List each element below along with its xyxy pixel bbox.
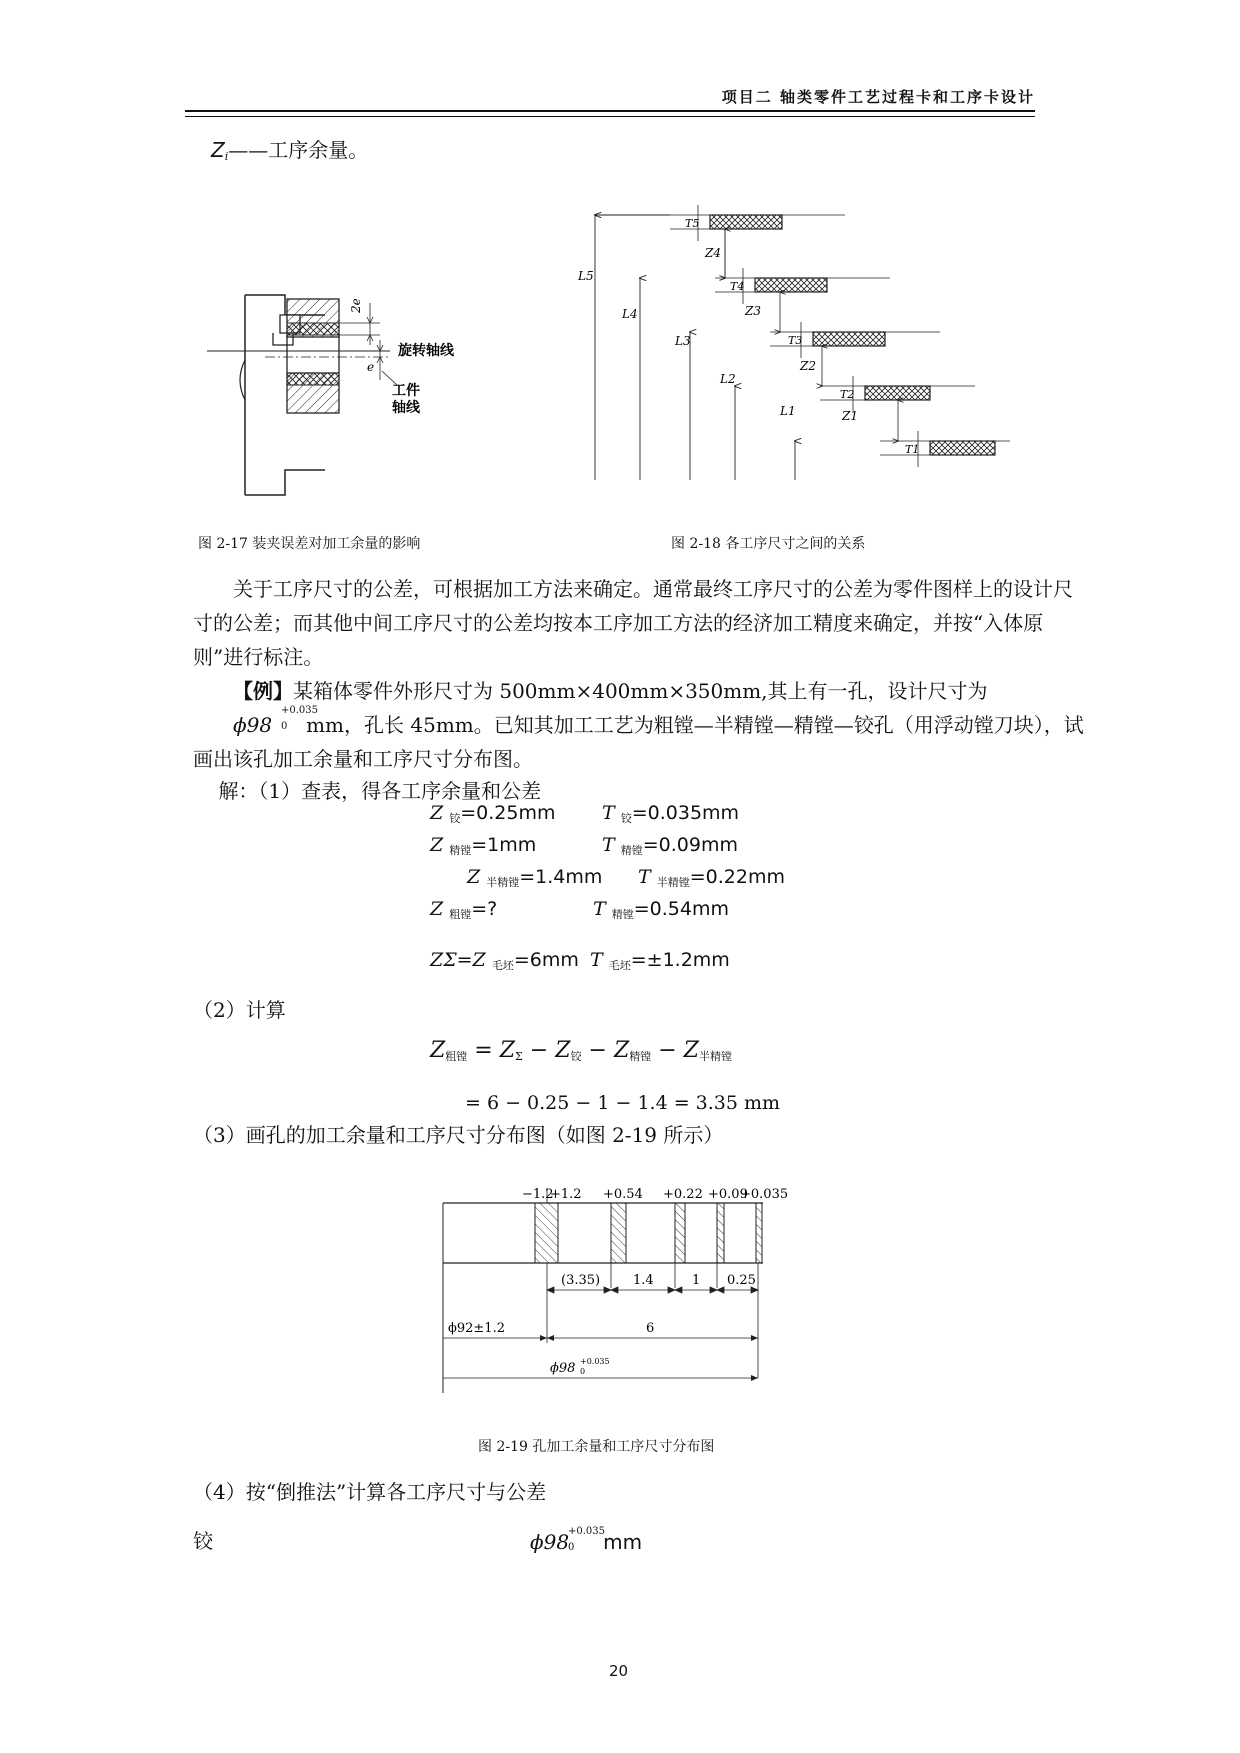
paragraph-tolerance: 关于工序尺寸的公差，可根据加工方法来确定。通常最终工序尺寸的公差为零件图样上的设计尺寸的公差；而其他中间工序尺寸的公差均按本工序加工方法的经济加工精度来确定，并按“入体原则”进行标注。 <box>193 577 1073 669</box>
running-header: 项目二 轴类零件工艺过程卡和工序卡设计 <box>721 88 1035 106</box>
label-2e: 2e <box>349 298 363 313</box>
step-2: （2）计算 <box>193 998 286 1022</box>
figure-2-19 <box>438 1178 818 1403</box>
allowance-row: Z $_{半精镗}$=1.4mm <box>467 866 603 889</box>
caption-fig-2-19: 图 2-19 孔加工余量和工序尺寸分布图 <box>478 1439 715 1455</box>
final-dim-lower: 0 <box>580 1367 586 1376</box>
seg-label: 0.25 <box>727 1273 756 1288</box>
tol-label: +0.035 <box>740 1187 789 1202</box>
figure-2-18-overflow <box>630 205 631 206</box>
reaming-dimension: ϕ98 +0.035 0 mm <box>530 1526 643 1554</box>
figure-2-18 <box>578 205 1030 480</box>
label-Z3: Z3 <box>745 304 761 318</box>
step-4: （4）按“倒推法”计算各工序尺寸与公差 <box>193 1480 547 1504</box>
zi-definition: $Z_i——$工序余量。 <box>211 138 369 163</box>
label-e: e <box>367 360 375 374</box>
tol-label: +0.54 <box>603 1187 643 1202</box>
label-rotation-axis: 旋转轴线 <box>398 343 454 359</box>
label-L2: L2 <box>720 372 736 386</box>
label-Z2: Z2 <box>800 359 816 373</box>
figure-2-17 <box>205 285 495 505</box>
header-rule <box>185 110 1035 112</box>
formula-result: = 6 − 0.25 − 1 − 1.4 = 3.35 mm <box>465 1092 781 1114</box>
tolerance-row: T $_{半精镗}$=0.22mm <box>638 866 785 889</box>
tol-label: +0.09 <box>708 1187 748 1202</box>
tolerance-row: T $_{精镗}$=0.54mm <box>593 898 729 921</box>
seg-label: 1.4 <box>633 1273 654 1288</box>
label-L4: L4 <box>622 307 638 321</box>
caption-fig-2-18: 图 2-18 各工序尺寸之间的关系 <box>671 536 866 552</box>
formula-coarse-boring: $Z_{粗镗} = Z_\Sigma - Z_铰 - Z_{精镗} - Z_{半精镗}$ <box>430 1038 732 1063</box>
label-axis: 轴线 <box>392 400 420 416</box>
tol-label: +0.22 <box>663 1187 703 1202</box>
allowance-row: Z $_{粗镗}$=? <box>430 898 498 921</box>
tolerance-row: T $_{毛坯}$=±1.2mm <box>590 949 730 972</box>
seg-label: 1 <box>692 1273 701 1288</box>
label-L3: L3 <box>675 334 691 348</box>
tolerance-row: T $_{精镗}$=0.09mm <box>602 834 738 857</box>
tol-label: +1.2 <box>550 1187 582 1202</box>
design-dimension: ϕ98 +0.035 0 <box>233 705 319 737</box>
label-T3: T3 <box>788 334 803 347</box>
label-L5: L5 <box>578 269 594 283</box>
label-T2: T2 <box>840 388 855 401</box>
label-T4: T4 <box>730 280 745 293</box>
label-T1: T1 <box>905 443 920 456</box>
tolerance-row: T $_铰$=0.035mm <box>602 802 740 825</box>
allowance-row: Z $_{精镗}$=1mm <box>430 834 537 857</box>
label-T5: T5 <box>685 217 700 230</box>
label-Z1: Z1 <box>842 409 858 423</box>
label-L1: L1 <box>780 404 796 418</box>
tol-label: −1.2 <box>522 1187 554 1202</box>
label-workpiece: 工件 <box>392 383 420 399</box>
blank-dim-label: ϕ92±1.2 <box>448 1321 505 1336</box>
final-dim-label: ϕ98 <box>550 1361 576 1376</box>
total-allowance-label: 6 <box>646 1321 655 1336</box>
step-3: （3）画孔的加工余量和工序尺寸分布图（如图 2-19 所示） <box>193 1123 724 1147</box>
caption-fig-2-17: 图 2-17 装夹误差对加工余量的影响 <box>198 536 421 552</box>
seg-label: (3.35) <box>561 1273 601 1288</box>
final-dim-upper: +0.035 <box>580 1357 610 1366</box>
step-1: 解：（1）查表，得各工序余量和公差 <box>218 779 542 803</box>
allowance-row: ZΣ=Z $_{毛坯}$=6mm <box>430 949 579 972</box>
allowance-row: Z $_铰$=0.25mm <box>430 802 556 825</box>
header-rule-thin <box>185 116 1035 117</box>
label-Z4: Z4 <box>705 246 721 260</box>
reaming-label: 铰 <box>193 1529 213 1553</box>
page-number: 20 <box>609 1662 629 1680</box>
paragraph-example: 【例】某箱体零件外形尺寸为 500mm×400mm×350mm,其上有一孔，设计尺寸为ϕ98 +0.035 0 mm，孔长 45mm。已知其加工工艺为粗镗—半精镗—精镗—铰孔（用浮动镗刀块），试画出该孔加工余量和工序尺寸分布图。 <box>193 679 1084 771</box>
